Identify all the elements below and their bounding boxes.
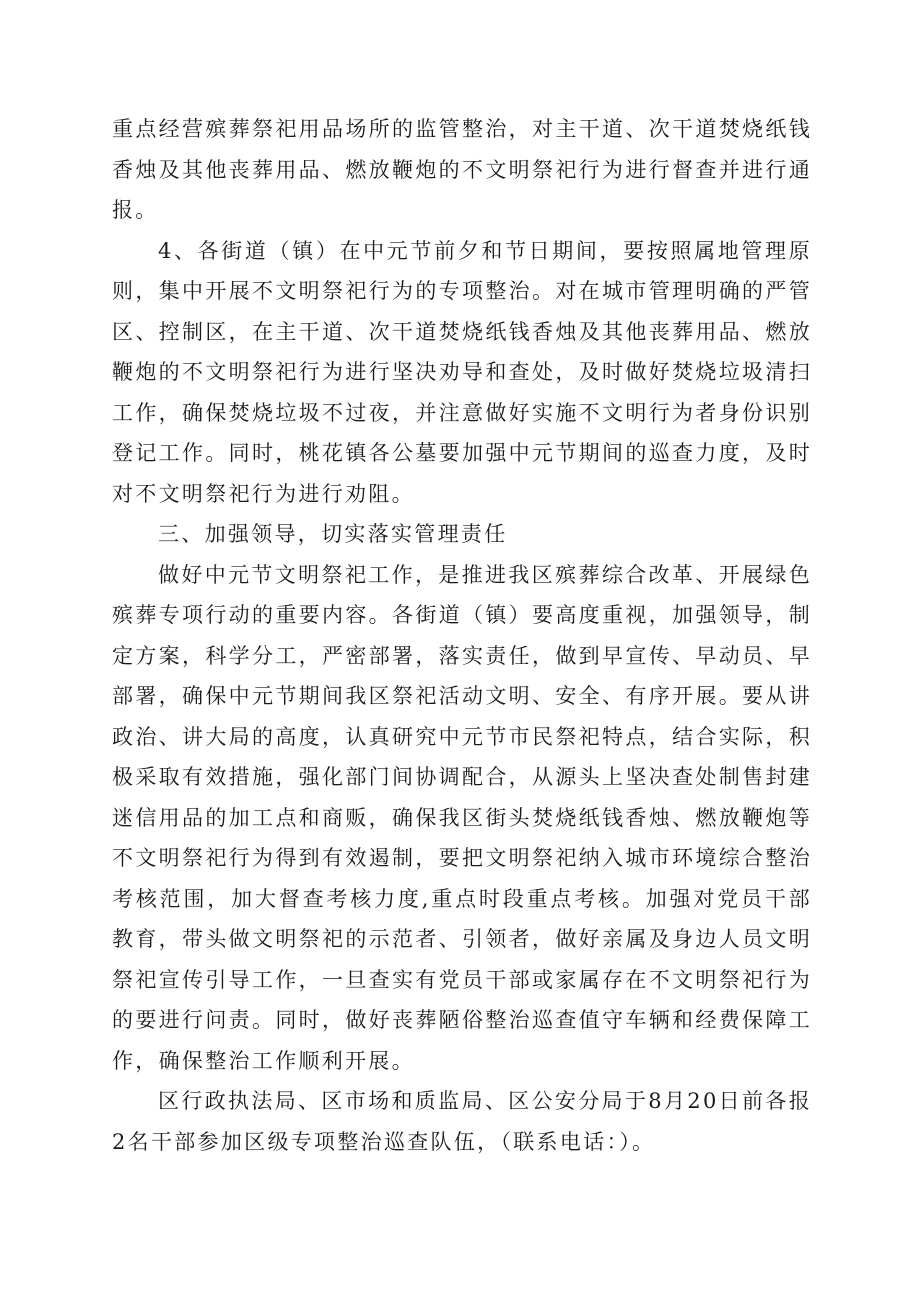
paragraph-leadership: 做好中元节文明祭祀工作，是推进我区殡葬综合改革、开展绿色殡葬专项行动的重要内容。各街道（镇）要高度重视，加强领导，制定方案，科学分工，严密部署，落实责任，做到早宣传、早动员、早部署，确保中元节期间我区祭祀活动文明、安全、有序开展。要从讲政治、讲大局的高度，认真研究中元节市民祭祀特点，结合实际，积极采取有效措施，强化部门间协调配合，从源头上坚决查处制售封建迷信用品的加工点和商贩，确保我区街头焚烧纸钱香烛、燃放鞭炮等不文明祭祀行为得到有效遏制，要把文明祭祀纳入城市环境综合整治考核范围，加大督查考核力度,重点时段重点考核。加强对党员干部教育，带头做文明祭祀的示范者、引领者，做好亲属及身边人员文明祭祀宣传引导工作，一旦查实有党员干部或家属存在不文明祭祀行为的要进行问责。同时，做好丧葬陋俗整治巡查值守车辆和经费保障工作，确保整治工作顺利开展。 bbox=[112, 562, 812, 1073]
paragraph-item-4: 4、各街道（镇）在中元节前夕和节日期间，要按照属地管理原则，集中开展不文明祭祀行为的专项整治。对在城市管理明确的严管区、控制区，在主干道、次干道焚烧纸钱香烛及其他丧葬用品、燃放鞭炮的不文明祭祀行为进行坚决劝导和查处，及时做好焚烧垃圾清扫工作，确保焚烧垃圾不过夜，并注意做好实施不文明行为者身份识别登记工作。同时，桃花镇各公墓要加强中元节期间的巡查力度，及时对不文明祭祀行为进行劝阻。 bbox=[112, 238, 812, 506]
paragraph-continuation: 重点经营殡葬祭祀用品场所的监管整治，对主干道、次干道焚烧纸钱香烛及其他丧葬用品、燃放鞭炮的不文明祭祀行为进行督查并进行通报。 bbox=[112, 117, 812, 222]
document-body bbox=[112, 109, 812, 1162]
section-heading: 三、加强领导，切实落实管理责任 bbox=[158, 522, 508, 546]
paragraph-staffing: 区行政执法局、区市场和质监局、区公安分局于8月20日前各报2名干部参加区级专项整治巡查队伍，（联系电话：）。 bbox=[112, 1089, 812, 1154]
